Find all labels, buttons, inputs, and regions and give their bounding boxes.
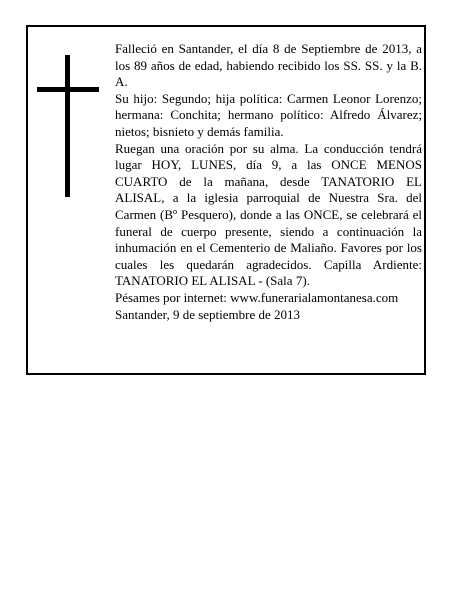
obituary-notice bbox=[26, 25, 426, 375]
condolences-website: Pésames por internet: www.funerarialamontanesa.com bbox=[115, 289, 399, 305]
latin-cross-icon bbox=[37, 55, 99, 197]
notice-date: Santander, 9 de septiembre de 2013 bbox=[115, 306, 301, 322]
cross-vertical-bar bbox=[65, 55, 70, 197]
funeral-details: Ruegan una oración por su alma. La conducción tendrá lugar HOY, LUNES, día 9, a las ONCE MENOS CUARTO de la mañana, desde TANATORIO EL ALISAL, a la iglesia parroquial de Nuestra Sra. del Carmen (Bº Pesquero), donde a las ONCE, se celebrará el funeral de cuerpo presente, siendo a continuación la inhumación en el Cementerio de Maliaño. Favores por los cuales les quedarán agradecidos. Capilla Ardiente: TANATORIO EL ALISAL - (Sala 7). bbox=[115, 140, 422, 289]
cross-horizontal-bar bbox=[37, 87, 99, 92]
family-list: Su hijo: Segundo; hija política: Carmen Leonor Lorenzo; hermana: Conchita; hermano político: Alfredo Álvarez; nietos; bisnieto y demás familia. bbox=[115, 90, 422, 139]
death-announcement: Falleció en Santander, el día 8 de Septiembre de 2013, a los 89 años de edad, habiendo recibido los SS. SS. y la B. A. bbox=[115, 41, 422, 90]
notice-body bbox=[115, 41, 422, 323]
